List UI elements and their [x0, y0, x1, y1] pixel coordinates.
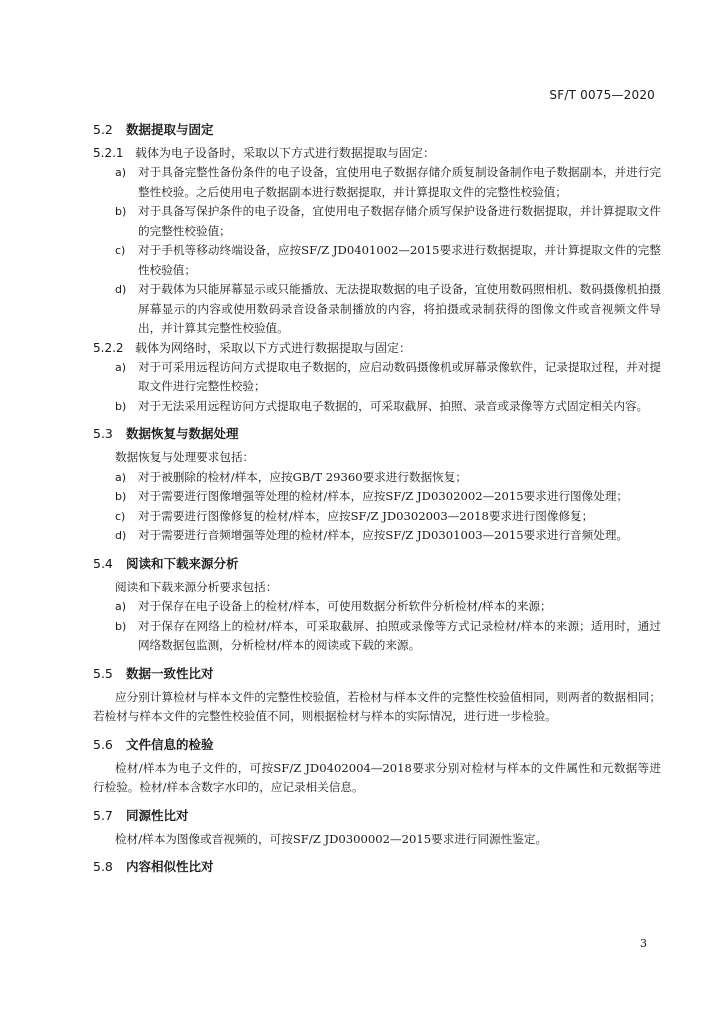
section-5-5-heading: 5.5 数据一致性比对 — [93, 665, 214, 681]
section-5-6-heading: 5.6 文件信息的检验 — [93, 736, 214, 752]
list-item: a) 对于可采用远程访问方式提取电子数据的，应启动数码摄像机或屏幕录像软件，记录提取过程，并对提取文件进行完整性校验； — [115, 359, 661, 393]
clause-5-2-1: 5.2.1 载体为电子设备时，采取以下方式进行数据提取与固定： — [93, 146, 436, 160]
list-item: a) 对于保存在电子设备上的检材/样本，可使用数据分析软件分析检材/样本的来源； — [115, 599, 552, 613]
page-number: 3 — [640, 937, 647, 950]
list-item: c) 对于手机等移动终端设备，应按SF/Z JD0401002—2015要求进行数据提取，并计算提取文件的完整性校验值； — [115, 243, 661, 277]
list-item: a) 对于被删除的检材/样本，应按GB/T 29360要求进行数据恢复； — [115, 469, 467, 484]
list-item: b) 对于具备写保护条件的电子设备，宜使用电子数据存储介质写保护设备进行数据提取，并计算提取文件的完整性校验值； — [115, 204, 661, 238]
list-item: b) 对于保存在网络上的检材/样本，可采取截屏、拍照或录像等方式记录检材/样本的来源；适用时，通过网络数据包监测，分析检材/样本的阅读或下载的来源。 — [115, 618, 661, 652]
section-5-6-text: 检材/样本为电子文件的，可按SF/Z JD0402004—2018要求分别对检材与样本的文件属性和元数据等进行检验。检材/样本含数字水印的，应记录相关信息。 — [93, 760, 661, 794]
section-5-2-heading: 5.2 数据提取与固定 — [93, 122, 214, 137]
list-item: a) 对于具备完整性备份条件的电子设备，宜使用电子数据存储介质复制设备制作电子数据副本，并进行完整性校验。之后使用电子数据副本进行数据提取，并计算提取文件的完整性校验值； — [115, 165, 661, 199]
list-item: b) 对于无法采用远程访问方式提取电子数据的，可采取截屏、拍照、录音或录像等方式固定相关内容。 — [115, 398, 649, 413]
section-5-7-heading: 5.7 同源性比对 — [93, 807, 189, 823]
section-5-4-heading: 5.4 阅读和下载来源分析 — [93, 555, 239, 571]
section-5-5-text: 应分别计算检材与样本文件的完整性校验值，若检材与样本文件的完整性校验值相同，则两者的数据相同；若检材与样本文件的完整性校验值不同，则根据检材与样本的实际情况，进行进一步检验。 — [93, 689, 661, 723]
standard-code: SF/T 0075—2020 — [549, 88, 655, 102]
clause-5-2-2-list — [93, 358, 661, 417]
clause-5-2-1-list — [93, 163, 661, 339]
section-5-8-heading: 5.8 内容相似性比对 — [93, 859, 214, 874]
clause-5-2-2: 5.2.2 载体为网络时，采取以下方式进行数据提取与固定： — [93, 340, 412, 355]
section-5-4-list — [93, 597, 661, 656]
document-body — [93, 120, 661, 881]
section-5-4-lead: 阅读和下载来源分析要求包括： — [115, 579, 278, 594]
section-5-7-text: 检材/样本为图像或音视频的，可按SF/Z JD0300002—2015要求进行同源性鉴定。 — [115, 831, 548, 846]
list-item: c) 对于需要进行图像修复的检材/样本，应按SF/Z JD0302003—2018要求进行图像修复； — [115, 508, 594, 523]
list-item: d) 对于需要进行音频增强等处理的检材/样本，应按SF/Z JD0301003—2015要求进行音频处理。 — [115, 528, 629, 542]
section-5-3-list — [93, 468, 661, 546]
section-5-3-lead: 数据恢复与处理要求包括： — [115, 450, 255, 464]
section-5-3-heading: 5.3 数据恢复与数据处理 — [93, 426, 239, 441]
list-item: d) 对于载体为只能屏幕显示或只能播放、无法提取数据的电子设备，宜使用数码照相机、数码摄像机拍摄屏幕显示的内容或使用数码录音设备录制播放的内容，将拍摄或录制获得的图像文件或音视频文件导出，并计算其完整性校验值。 — [115, 282, 661, 335]
list-item: b) 对于需要进行图像增强等处理的检材/样本，应按SF/Z JD0302002—2015要求进行图像处理； — [115, 489, 629, 503]
